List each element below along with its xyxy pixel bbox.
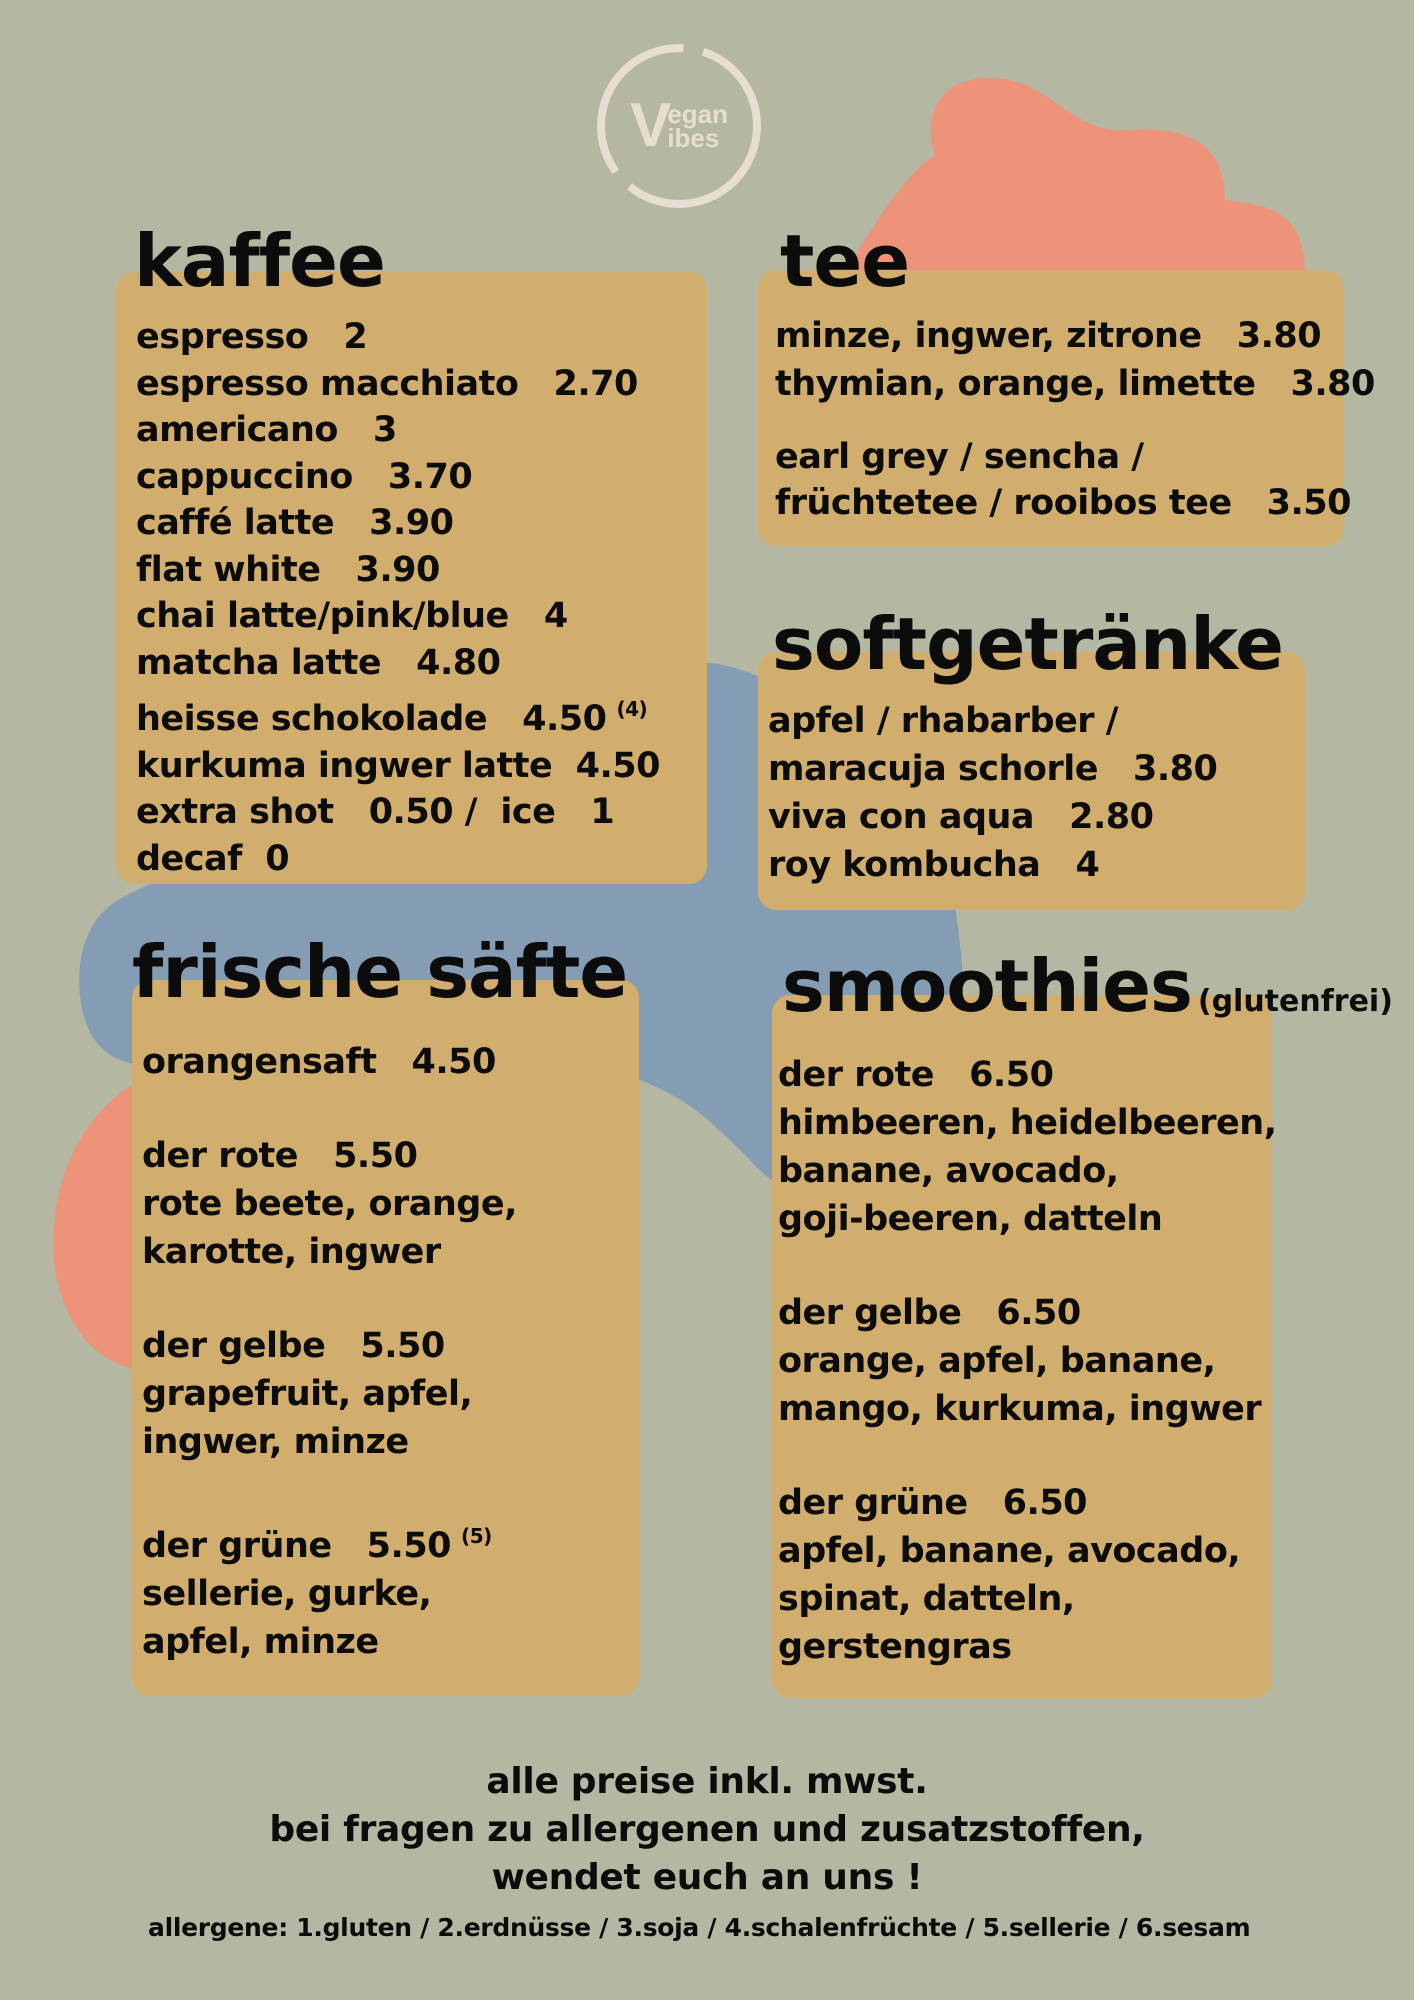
- menu-item: chai latte/pink/blue 4: [136, 596, 568, 636]
- logo-wordmark: [593, 40, 765, 212]
- menu-item: maracuja schorle 3.80: [768, 749, 1218, 789]
- menu-item-ingredients: ingwer, minze: [142, 1422, 409, 1462]
- logo-word-top: egan: [667, 99, 729, 129]
- smoothies-list: [778, 1051, 1277, 1671]
- menu-item-name: der rote 6.50: [778, 1055, 1054, 1095]
- coral-blob-left: [53, 1080, 140, 1370]
- menu-item: extra shot 0.50 / ice 1: [136, 792, 615, 832]
- menu-item-name: der grüne 6.50: [778, 1483, 1088, 1523]
- menu-item-name: der gelbe 6.50: [778, 1293, 1081, 1333]
- kaffee-list: [136, 314, 660, 882]
- menu-item-schokolade: [136, 686, 660, 743]
- allergen-legend: allergene: 1.gluten / 2.erdnüsse / 3.soja / 4.schalenfrüchte / 5.sellerie / 6.sesam: [148, 1913, 1251, 1942]
- logo-word-bottom: ibes: [667, 123, 720, 153]
- menu-item-ingredients: mango, kurkuma, ingwer: [778, 1389, 1262, 1429]
- menu-item-text: heisse schokolade 4.50: [136, 699, 607, 739]
- menu-item: matcha latte 4.80: [136, 642, 501, 683]
- smoothies-title: smoothies: [782, 944, 1192, 1028]
- allergen-note: (4): [616, 697, 648, 721]
- menu-item-ingredients: banane, avocado,: [778, 1151, 1119, 1191]
- menu-item-ingredients: apfel, minze: [142, 1622, 379, 1662]
- logo-initial: V: [629, 91, 672, 160]
- footer-note: [0, 1758, 1414, 1902]
- softgetraenke-list: [768, 697, 1217, 889]
- menu-item-ingredients: gerstengras: [778, 1627, 1012, 1667]
- footer-line: wendet euch an uns !: [491, 1857, 923, 1898]
- kaffee-heading: kaffee: [134, 219, 385, 303]
- menu-item-ingredients: goji-beeren, datteln: [778, 1199, 1163, 1239]
- menu-item: decaf 0: [136, 838, 290, 879]
- menu-item: earl grey / sencha /: [775, 437, 1144, 477]
- menu-item: espresso 2: [136, 317, 368, 357]
- menu-item: roy kombucha 4: [768, 845, 1100, 885]
- menu-item: espresso macchiato 2.70: [136, 363, 638, 404]
- menu-item-ingredients: orange, apfel, banane,: [778, 1341, 1216, 1381]
- menu-item-name: der gelbe 5.50: [142, 1326, 445, 1366]
- menu-item-text: der grüne 5.50: [142, 1526, 452, 1566]
- coral-blob-top: [845, 78, 1305, 275]
- smoothies-heading: [782, 944, 1393, 1028]
- menu-item-ingredients: karotte, ingwer: [142, 1232, 441, 1272]
- menu-item: flat white 3.90: [136, 549, 440, 590]
- menu-item-ingredients: rote beete, orange,: [142, 1184, 517, 1224]
- menu-item: americano 3: [136, 410, 397, 450]
- menu-item: cappuccino 3.70: [136, 456, 473, 497]
- allergen-note: (5): [461, 1524, 492, 1548]
- menu-item-ingredients: apfel, banane, avocado,: [778, 1531, 1241, 1571]
- menu-item: viva con aqua 2.80: [768, 797, 1154, 837]
- menu-item: kurkuma ingwer latte 4.50: [136, 745, 660, 786]
- saefte-list: [142, 1038, 517, 1666]
- menu-item-ingredients: himbeeren, heidelbeeren,: [778, 1103, 1277, 1143]
- menu-item-ingredients: sellerie, gurke,: [142, 1574, 432, 1614]
- menu-item: orangensaft 4.50: [142, 1042, 496, 1082]
- softgetraenke-heading: softgetränke: [772, 602, 1283, 686]
- footer-line: bei fragen zu allergenen und zusatzstoffen,: [269, 1809, 1145, 1850]
- tee-list: [775, 312, 1375, 526]
- menu-item-ingredients: grapefruit, apfel,: [142, 1374, 473, 1414]
- menu-item-name: der rote 5.50: [142, 1136, 418, 1176]
- menu-item: minze, ingwer, zitrone 3.80: [775, 316, 1322, 356]
- smoothies-note: (glutenfrei): [1197, 984, 1393, 1019]
- saefte-heading: frische säfte: [132, 930, 628, 1014]
- menu-item-ingredients: spinat, datteln,: [778, 1579, 1075, 1619]
- menu-item-name-gruene: [142, 1512, 517, 1570]
- menu-item: thymian, orange, limette 3.80: [775, 364, 1375, 404]
- menu-item: apfel / rhabarber /: [768, 701, 1119, 741]
- menu-item: früchtetee / rooibos tee 3.50: [775, 483, 1351, 523]
- tee-heading: tee: [780, 219, 910, 303]
- menu-item: caffé latte 3.90: [136, 503, 454, 543]
- vegan-vibes-logo: [593, 40, 765, 212]
- footer-line: alle preise inkl. mwst.: [486, 1761, 928, 1802]
